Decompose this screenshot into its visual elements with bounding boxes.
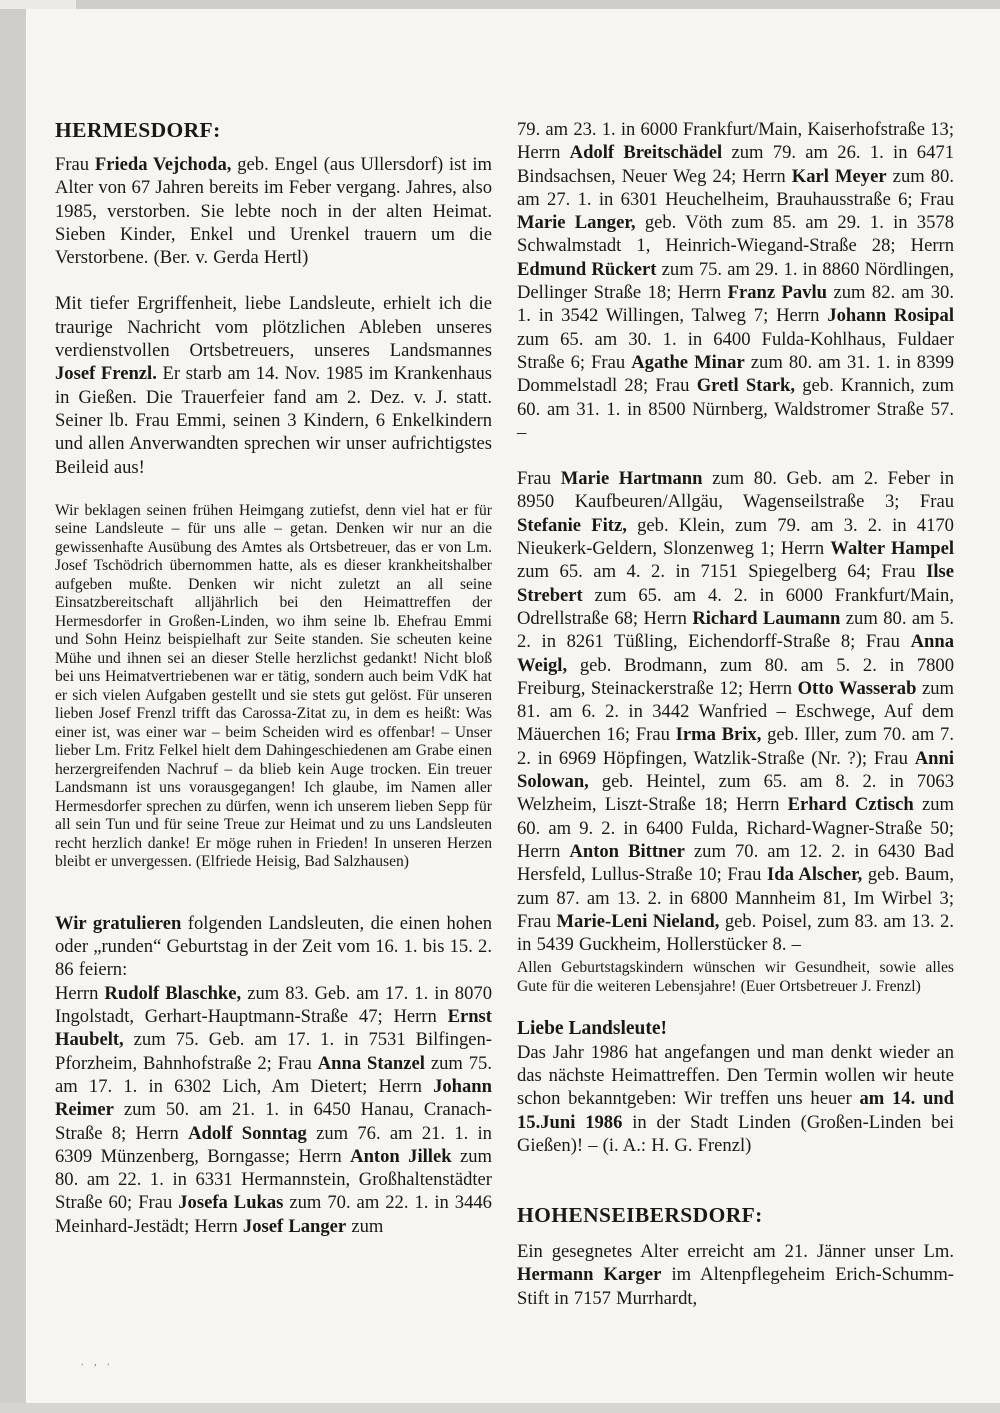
body-text: zum 50. am 21. 1. in 6450 Hanau, Cranach-Straße 8; Herrn xyxy=(55,1099,492,1144)
bold-text: Adolf Sonntag xyxy=(188,1122,307,1144)
bold-text: Ilse Strebert xyxy=(517,561,954,606)
bold-text: Rudolf Blaschke, xyxy=(104,982,242,1004)
body-text: Mit tiefer Ergriffenheit, liebe Landsleute, erhielt ich die traurige Nachricht vom plötzlichen Ableben unseres verdienstvollen Ortsbetreuers, unseres Landsmannes xyxy=(55,293,492,362)
body-text: Das Jahr 1986 hat angefangen und man denkt wieder an das nächste Heimattreffen. Den Termin wollen wir heute schon bekanntgeben: Wir treffen uns heuer xyxy=(517,1041,954,1110)
body-text: Frau xyxy=(55,154,95,175)
body-text: zum 83. Geb. am 17. 1. in 8070 Ingolstadt, Gerhart-Hauptmann-Straße 47; Herrn xyxy=(55,982,492,1028)
body-text: zum 80. am 22. 1. in 6331 Hermannstein, Großhaltenstädter Straße 60; Frau xyxy=(55,1145,492,1214)
bold-text: Agathe Minar xyxy=(631,351,745,373)
bold-text: Anna Weigl, xyxy=(517,631,954,676)
bold-text: Marie Langer, xyxy=(517,212,636,234)
body-text: geb. Brodmann, zum 80. am 5. 2. in 7800 Freiburg, Steinackerstraße 12; Herrn xyxy=(517,654,954,699)
body-text: zum 80. Geb. am 2. Feber in 8950 Kaufbeuren/Allgäu, Wagenseilstraße 3; Frau xyxy=(517,468,954,513)
body-text: zum 80. am 31. 1. in 8399 Dommelstadl 28; Frau xyxy=(517,351,954,397)
section-heading xyxy=(517,1203,954,1228)
body-text: geb. Baum, zum 87. am 13. 2. in 6800 Mannheim 81, Im Wirbel 3; Frau xyxy=(517,864,954,932)
paragraph xyxy=(55,292,492,478)
right-column xyxy=(517,118,954,1333)
bold-text: Edmund Rückert xyxy=(517,258,657,280)
bold-text: Wir gratulieren xyxy=(55,912,182,934)
body-text: zum 81. am 6. 2. in 3442 Wanfried – Eschwege, Auf dem Mäuerchen 16; Frau xyxy=(517,677,954,746)
bold-text: Josefa Lukas xyxy=(178,1192,284,1214)
body-text: im Altenpflegeheim Erich-Schumm-Stift in 7157 Murrhardt, xyxy=(517,1264,954,1309)
body-text: zum 65. am 4. 2. in 7151 Spiegelberg 64; Frau xyxy=(517,561,927,583)
body-text: in der Stadt Linden (Großen-Linden bei Gießen)! – (i. A.: H. G. Frenzl) xyxy=(517,1111,954,1156)
body-text: zum 75. Geb. am 17. 1. in 7531 Bilfingen-Pforzheim, Bahnhofstraße 2; Frau xyxy=(55,1029,492,1074)
body-text: zum 75. am 17. 1. in 6302 Lich, Am Dietert; Herrn xyxy=(55,1052,492,1097)
bold-text: Otto Wasserab xyxy=(797,677,917,699)
bold-text: Walter Hampel xyxy=(830,538,954,560)
bold-text: Johann Rosipal xyxy=(827,305,954,327)
body-text: Wir beklagen seinen frühen Heimgang zutiefst, denn viel hat er für seine Landsleute – für uns alle – getan. Denken wir nur an die gewissenhafte Ausübung des Amtes als Ortsbetreuer, das er von Lm. Josef Tschödrich übernommen hatte, als es dieser krankheitshalber aufgeben mußte. Denken wir nicht zuletzt an all seine Einsatzbereitschaft alljährlich bei den Heimattreffen der Hermesdorfer in Großen-Linden, wo ihm seine lb. Ehefrau Emmi und Sohn Heinz beispielhaft zur Seite standen. Sie scheuten keine Mühe und ihnen sei an dieser Stelle herzlichst gedankt! Nicht bloß bei uns Heimatvertriebenen war er tätig, sondern auch beim VdK hat er sich vielen Aufgaben gestellt und sie stets gut gelöst. Für unseren lieben Josef Frenzl trifft das Carossa-Zitat zu, in dem es heißt: Was einer ist, was einer war – beim Scheiden wird es offenbar! – Unser lieber Lm. Fritz Felkel hielt dem Dahingeschiedenen am Grabe einen herzergreifenden Nachruf – da blieb kein Auge trocken. Ein treuer Landsmann ist uns vorausgegangen! Ich glaube, im Namen aller Hermesdorfer sprechen zu dürfen, wenn ich unserem lieben Sepp für all sein Tun und für seine Treue zur Heimat und zu uns Landsleuten recht herzlich danke! Er möge ruhen in Frieden! In unseren Herzen bleibt er unvergessen. (Elfriede Heisig, Bad Salzhausen) xyxy=(55,501,492,871)
bold-text: Anton Jillek xyxy=(350,1145,452,1167)
bold-text: Marie Hartmann xyxy=(560,468,703,490)
body-text: Herrn xyxy=(55,982,105,1004)
paragraph xyxy=(517,959,954,996)
bold-text: Liebe Landsleute! xyxy=(517,1018,668,1040)
bold-text: Anni Solowan, xyxy=(517,747,954,793)
bold-text: Gretl Stark, xyxy=(696,375,795,397)
section-heading xyxy=(55,118,492,143)
body-text: Frau xyxy=(517,468,561,490)
body-text: zum 60. am 9. 2. in 6400 Fulda, Richard-Wagner-Straße 50; Herrn xyxy=(517,794,954,862)
paragraph xyxy=(55,502,492,872)
paragraph xyxy=(517,467,954,956)
scan-edge-bottom xyxy=(0,1403,1000,1413)
bold-text: Hermann Karger xyxy=(517,1264,662,1286)
bold-text: Anton Bittner xyxy=(569,840,685,862)
body-text: zum 76. am 21. 1. in 6309 Münzenberg, Borngasse; Herrn xyxy=(55,1122,492,1167)
bold-text: Ida Alscher, xyxy=(767,864,863,886)
body-text: zum xyxy=(346,1215,384,1237)
bold-text: Richard Laumann xyxy=(692,607,841,629)
bold-text: Frieda Vejchoda, xyxy=(94,154,232,175)
bold-text: HOHENSEIBERSDORF: xyxy=(517,1203,763,1228)
bold-text: Anna Stanzel xyxy=(317,1052,425,1074)
body-text: zum 65. am 30. 1. in 6400 Fulda-Kohlhaus, Fuldaer Straße 6; Frau xyxy=(517,328,954,373)
bold-text: Ernst Haubelt, xyxy=(55,1006,492,1051)
section-heading xyxy=(517,1017,954,1040)
body-text: zum 70. am 12. 2. in 6430 Bad Hersfeld, Lullus-Straße 10; Frau xyxy=(517,840,955,886)
bold-text: Erhard Cztisch xyxy=(787,794,914,816)
body-text: zum 75. am 29. 1. in 8860 Nördlingen, Dellinger Straße 18; Herrn xyxy=(517,258,954,304)
paragraph xyxy=(517,1240,954,1310)
body-text: zum 79. am 26. 1. in 6471 Bindsachsen, Neuer Weg 24; Herrn xyxy=(517,142,954,187)
body-text: geb. Klein, zum 79. am 3. 2. in 4170 Nieukerk-Geldern, Slonzenweg 1; Herrn xyxy=(517,514,954,560)
body-text: Allen Geburtstagskindern wünschen wir Gesundheit, sowie alles Gute für die weiteren Lebensjahre! (Euer Ortsbetreuer J. Frenzl) xyxy=(517,959,954,995)
body-text: folgenden Landsleuten, die einen hohen oder „runden“ Geburtstag in der Zeit vom 16. 1. bis 15. 2. 86 feiern: xyxy=(55,912,492,981)
body-text: zum 80. am 27. 1. in 6301 Heuchelheim, Brauhausstraße 6; Frau xyxy=(517,165,955,210)
bold-text: Josef Langer xyxy=(242,1215,347,1237)
body-text: geb. Heintel, zum 65. am 8. 2. in 7063 Welzheim, Liszt-Straße 18; Herrn xyxy=(517,771,954,816)
body-text: geb. Vöth zum 85. am 29. 1. in 3578 Schwalmstadt 1, Heinrich-Wiegand-Straße 28; Herrn xyxy=(517,212,954,257)
paragraph xyxy=(517,1041,954,1157)
bold-text: Irma Brix, xyxy=(675,724,762,746)
body-text: zum 80. am 5. 2. in 8261 Tüßling, Eichendorff-Straße 8; Frau xyxy=(517,607,955,653)
body-text: geb. Engel (aus Ullersdorf) ist im Alter von 67 Jahren bereits im Feber vergang. Jahres, also 1985, verstorben. Sie lebte noch in der alten Heimat. Sieben Kinder, Enkel und Urenkel trauern um die Verstorbene. (Ber. v. Gerda Hertl) xyxy=(55,154,492,269)
body-text: geb. Poisel, zum 83. am 13. 2. in 5439 Guckheim, Hollerstücker 8. – xyxy=(517,910,954,956)
scanned-page xyxy=(26,9,1000,1403)
scan-edge-corner xyxy=(0,0,76,9)
bold-text: Franz Pavlu xyxy=(727,282,828,304)
left-column xyxy=(55,118,492,1238)
bold-text: Stefanie Fitz, xyxy=(517,514,627,536)
bold-text: Adolf Breitschädel xyxy=(569,142,723,164)
scan-artifact: . , . xyxy=(81,1357,114,1368)
paragraph xyxy=(517,118,954,444)
paragraph xyxy=(55,982,492,1238)
bold-text: Karl Meyer xyxy=(791,165,887,187)
body-text: zum 65. am 4. 2. in 6000 Frankfurt/Main, Odrellstraße 68; Herrn xyxy=(517,584,954,629)
bold-text: am 14. und 15.Juni 1986 xyxy=(517,1088,954,1133)
body-text: zum 82. am 30. 1. in 3542 Willingen, Talweg 7; Herrn xyxy=(517,282,954,327)
body-text: 79. am 23. 1. in 6000 Frankfurt/Main, Kaiserhofstraße 13; Herrn xyxy=(517,119,954,164)
bold-text: Marie-Leni Nieland, xyxy=(556,910,720,932)
bold-text: HERMESDORF: xyxy=(55,118,221,142)
paragraph xyxy=(55,153,492,269)
bold-text: Josef Frenzl. xyxy=(55,363,157,385)
body-text: geb. Krannich, zum 60. am 31. 1. in 8500 Nürnberg, Waldstromer Straße 57. – xyxy=(517,375,954,443)
body-text: zum 70. am 22. 1. in 3446 Meinhard-Jestädt; Herrn xyxy=(55,1192,492,1237)
body-text: Er starb am 14. Nov. 1985 im Krankenhaus in Gießen. Die Trauerfeier fand am 2. Dez. v. J. statt. Seiner lb. Frau Emmi, seinen 3 Kindern, 6 Enkelkindern und allen Anverwandten sprechen wir unser aufrichtigstes Beileid aus! xyxy=(55,363,493,478)
bold-text: Johann Reimer xyxy=(55,1075,492,1121)
paragraph xyxy=(55,912,492,982)
body-text: geb. Iller, zum 70. am 7. 2. in 6969 Höpfingen, Watzlik-Straße (Nr. ?); Frau xyxy=(517,724,954,769)
body-text: Ein gesegnetes Alter erreicht am 21. Jänner unser Lm. xyxy=(517,1241,954,1263)
